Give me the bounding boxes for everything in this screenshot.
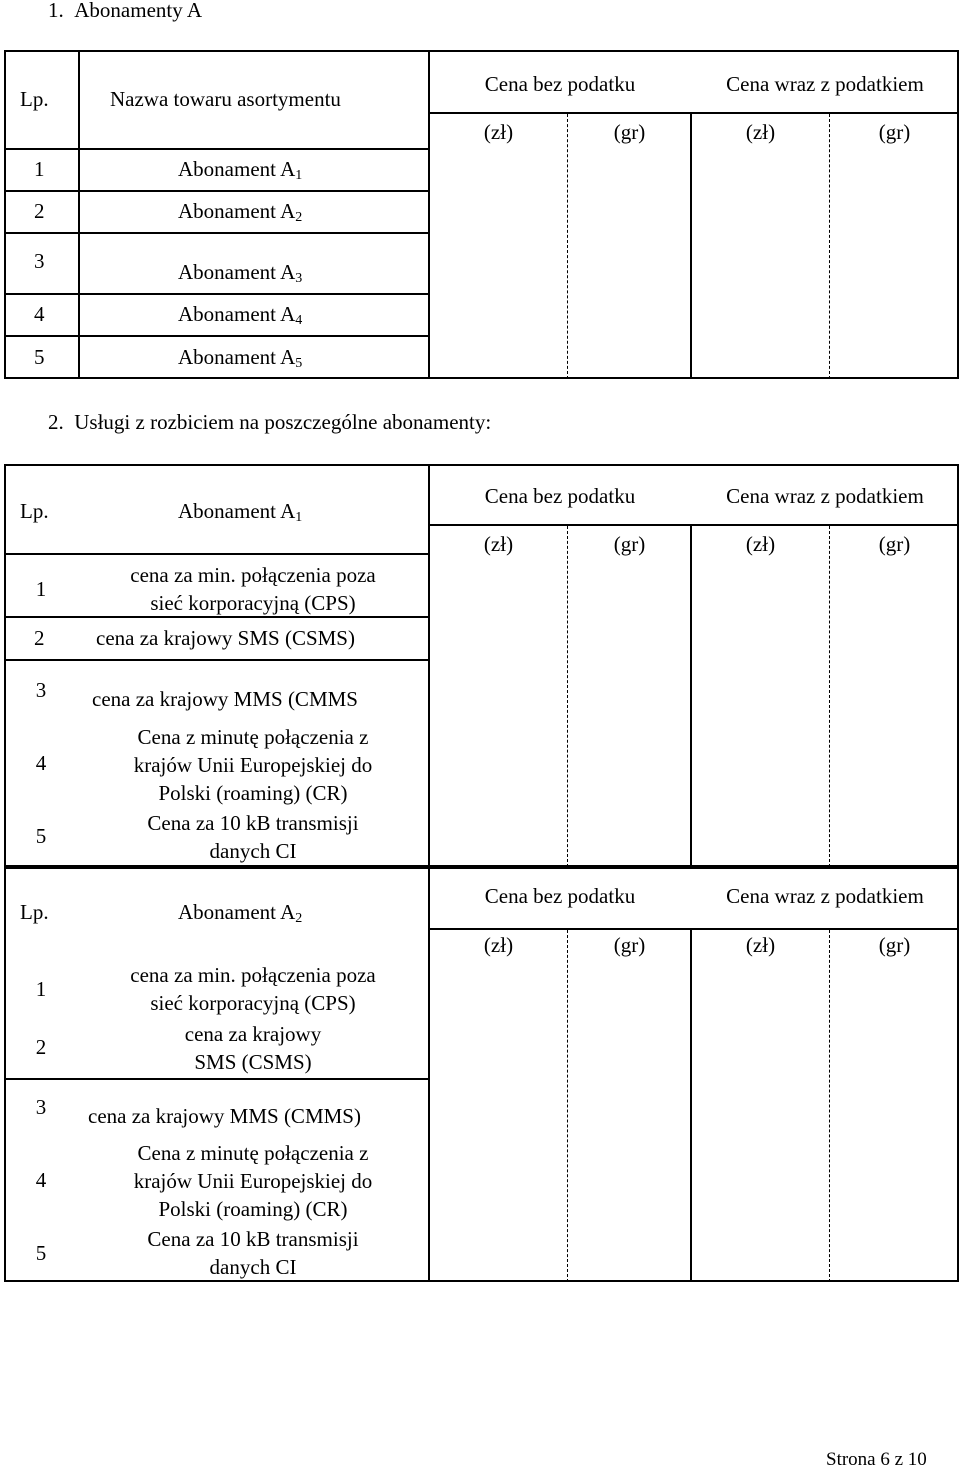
row-number: 4	[34, 302, 45, 326]
block-1-header-net: Cena bez podatku	[484, 484, 636, 508]
row-name: Abonament $A_2$	[178, 199, 303, 225]
row-number: 4	[35, 751, 47, 775]
row-number: 1	[34, 157, 45, 181]
block-2-header-net: Cena bez podatku	[484, 884, 636, 908]
section-2-title: Usługi z rozbiciem na poszczególne abonamenty:	[74, 410, 492, 434]
table-1-divider	[4, 293, 428, 295]
service-csms: cena za krajowy SMS (CSMS)	[96, 626, 355, 650]
block-2-divider	[428, 928, 959, 930]
section-1-title: Abonamenty A	[74, 0, 202, 22]
row-number: 5	[35, 1241, 47, 1265]
page-number: Strona 6 z 10	[826, 1449, 927, 1470]
table-1-header-gross: Cena wraz z podatkiem	[726, 72, 924, 96]
block-2-divider	[690, 928, 692, 1282]
table-1-divider	[78, 50, 80, 379]
service-roaming: Cena z minutę połączenia z krajów Unii Europejskiej do Polski (roaming) (CR)	[133, 725, 373, 805]
block-1-divider	[4, 616, 428, 618]
table-1-divider	[4, 148, 428, 150]
block-2-dashed-divider	[829, 930, 830, 1282]
block-1-header-gr: (gr)	[878, 532, 911, 556]
block-1-divider	[4, 553, 428, 555]
row-number: 2	[34, 626, 45, 650]
service-cps: cena za min. połączenia poza sieć korporacyjną (CPS)	[130, 963, 376, 1015]
row-number: 5	[35, 824, 47, 848]
row-number: 3	[35, 1095, 47, 1119]
block-1-dashed-divider	[829, 526, 830, 867]
block-2-header-gr: (gr)	[878, 933, 911, 957]
block-2-header-gr: (gr)	[613, 933, 646, 957]
service-roaming: Cena z minutę połączenia z krajów Unii Europejskiej do Polski (roaming) (CR)	[133, 1141, 373, 1221]
table-1-divider	[4, 190, 428, 192]
block-2-header-lp: Lp.	[20, 900, 49, 924]
table-1-header-zl: (zł)	[483, 120, 514, 144]
table-1-header-zl: (zł)	[745, 120, 776, 144]
block-2-header-zl: (zł)	[483, 933, 514, 957]
row-name: Abonament $A_1$	[178, 157, 303, 183]
service-data: Cena za 10 kB transmisji danych CI	[147, 1227, 359, 1279]
row-name: Abonament $A_4$	[178, 302, 303, 328]
row-name: Abonament $A_3$	[178, 260, 303, 286]
table-1-header-net: Cena bez podatku	[484, 72, 636, 96]
block-1-title: Abonament $A_1$	[178, 499, 303, 525]
block-1-header-gr: (gr)	[613, 532, 646, 556]
row-number: 3	[34, 249, 45, 273]
block-1-header-zl: (zł)	[483, 532, 514, 556]
block-1-divider	[428, 524, 959, 526]
row-number: 4	[35, 1168, 47, 1192]
block-2-header-gross: Cena wraz z podatkiem	[726, 884, 924, 908]
service-cmms: cena za krajowy MMS (CMMS)	[88, 1104, 361, 1128]
table-1-header-lp: Lp.	[20, 87, 49, 111]
section-1-heading	[48, 0, 202, 21]
section-1-number: 1.	[48, 0, 64, 22]
section-2-number: 2.	[48, 410, 64, 434]
block-1-header-zl: (zł)	[745, 532, 776, 556]
table-1-divider	[690, 112, 692, 379]
table-1-dashed-divider	[567, 114, 568, 379]
service-cps: cena za min. połączenia poza sieć korporacyjną (CPS)	[130, 563, 376, 615]
block-2-title: Abonament $A_2$	[178, 900, 303, 926]
table-1-header-gr: (gr)	[878, 120, 911, 144]
row-name: Abonament $A_5$	[178, 345, 303, 371]
table-1-header-gr: (gr)	[613, 120, 646, 144]
block-1-divider	[4, 659, 428, 661]
block-1-header-gross: Cena wraz z podatkiem	[726, 484, 924, 508]
table-1-header-name: Nazwa towaru asortymentu	[110, 87, 341, 111]
block-1-header-lp: Lp.	[20, 499, 49, 523]
row-number: 2	[35, 1035, 47, 1059]
block-2-divider	[4, 1078, 428, 1080]
block-2-dashed-divider	[567, 930, 568, 1282]
row-number: 2	[34, 199, 45, 223]
block-1-dashed-divider	[567, 526, 568, 867]
row-number: 5	[34, 345, 45, 369]
block-2-header-zl: (zł)	[745, 933, 776, 957]
table-1-divider	[4, 232, 428, 234]
service-data: Cena za 10 kB transmisji danych CI	[147, 811, 359, 863]
service-csms: cena za krajowy SMS (CSMS)	[184, 1022, 322, 1074]
block-1-divider	[690, 524, 692, 867]
section-2-heading	[48, 412, 491, 433]
row-number: 3	[35, 678, 47, 702]
table-1-divider	[4, 335, 428, 337]
table-1-divider	[428, 112, 959, 114]
table-1-divider	[428, 50, 430, 379]
row-number: 1	[35, 577, 47, 601]
table-1-dashed-divider	[829, 114, 830, 379]
row-number: 1	[35, 977, 47, 1001]
service-cmms: cena za krajowy MMS (CMMS	[92, 687, 358, 711]
